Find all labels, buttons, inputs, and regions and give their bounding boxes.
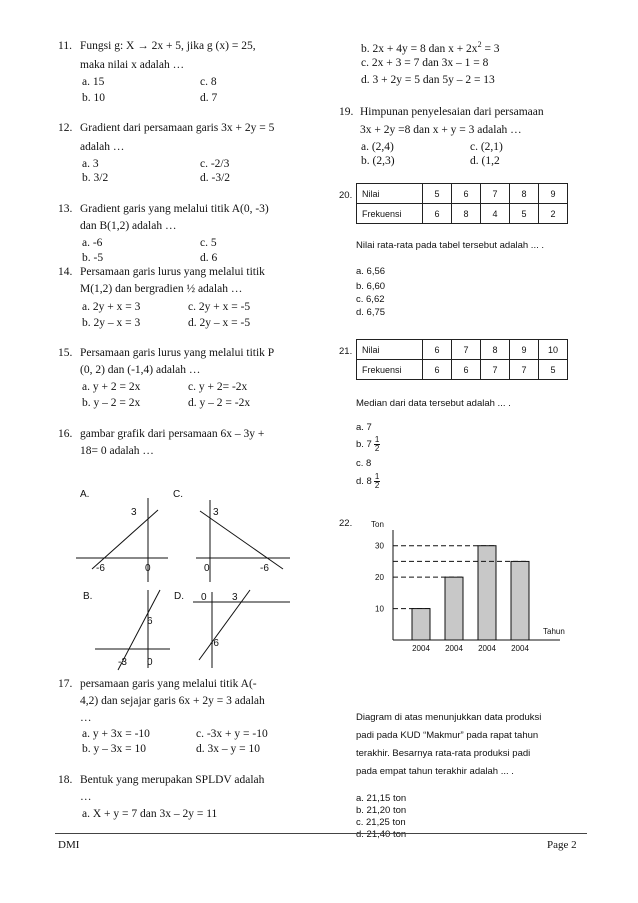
q11-option-a: a. 15 xyxy=(82,76,105,88)
q21-number: 21. xyxy=(339,346,353,357)
table-cell: 6 xyxy=(423,204,452,224)
table-cell: 7 xyxy=(452,340,481,360)
graph-b-tick-y: 6 xyxy=(147,616,153,627)
table-cell: 2 xyxy=(539,204,568,224)
q13-stem-line2: dan B(1,2) adalah … xyxy=(80,220,177,232)
q21-option-b-whole: b. 7 xyxy=(356,439,372,451)
q17-stem-line2: 4,2) dan sejajar garis 6x + 2y = 3 adalah xyxy=(80,695,265,707)
graph-b-tick-origin: 0 xyxy=(147,657,153,668)
chart-x-tick-label: 2004 xyxy=(511,644,529,653)
q15-option-d: d. y – 2 = -2x xyxy=(188,397,251,409)
graph-a-label: A. xyxy=(80,489,90,500)
q21-option-c: c. 8 xyxy=(356,458,372,469)
graph-d-label: D. xyxy=(174,591,184,602)
q16-stem-line1: gambar grafik dari persamaan 6x – 3y + xyxy=(80,428,265,440)
q19-option-d: d. (1,2 xyxy=(470,155,500,167)
q14-stem-line1: Persamaan garis lurus yang melalui titik xyxy=(80,266,265,278)
q22-stem-line4: pada empat tahun terakhir adalah ... . xyxy=(356,766,514,777)
graph-a-tick-origin: 0 xyxy=(145,563,151,574)
graph-d-tick-x: 3 xyxy=(232,592,238,603)
q20-option-b: b. 6,60 xyxy=(356,281,386,292)
q18-stem-line2: … xyxy=(80,791,92,803)
q14-number: 14. xyxy=(58,266,73,278)
q14-option-b: b. 2y – x = 3 xyxy=(82,317,141,329)
chart-y-axis-label: Ton xyxy=(371,520,384,529)
q21-option-a: a. 7 xyxy=(356,422,372,433)
q12-stem-line2: adalah … xyxy=(80,141,125,153)
table-cell: 5 xyxy=(510,204,539,224)
chart-x-tick-label: 2004 xyxy=(412,644,430,653)
q18-option-a: a. X + y = 7 dan 3x – 2y = 11 xyxy=(82,808,218,820)
chart-x-axis-label: Tahun xyxy=(543,627,565,636)
chart-bar xyxy=(445,577,463,640)
fraction-numerator: 1 xyxy=(374,435,380,444)
q15-number: 15. xyxy=(58,347,73,359)
q22-number: 22. xyxy=(339,518,353,529)
q21-option-d-whole: d. 8 xyxy=(356,476,372,488)
chart-bar xyxy=(412,609,430,640)
q11-option-c: c. 8 xyxy=(200,76,217,88)
q22-option-d: d. 21,40 ton xyxy=(356,829,407,840)
graph-d-tick-origin: 0 xyxy=(201,592,207,603)
table-cell: 9 xyxy=(539,184,568,204)
q20-number: 20. xyxy=(339,190,353,201)
q19-option-c: c. (2,1) xyxy=(470,141,503,153)
q19-stem-line1: Himpunan penyelesaian dari persamaan xyxy=(360,106,544,118)
chart-bar xyxy=(478,546,496,640)
footer-page-number: Page 2 xyxy=(547,839,577,851)
q18-stem-line1: Bentuk yang merupakan SPLDV adalah xyxy=(80,774,265,786)
q15-option-c: c. y + 2= -2x xyxy=(188,381,248,393)
q19-stem-line2: 3x + 2y =8 dan x + y = 3 adalah … xyxy=(360,124,522,136)
graph-c-label: C. xyxy=(173,489,183,500)
q20-option-c: c. 6,62 xyxy=(356,294,385,305)
q13-option-b: b. -5 xyxy=(82,252,104,264)
q17-stem-line1: persamaan garis yang melalui titik A(- xyxy=(80,678,257,690)
table-cell: Nilai xyxy=(357,184,423,204)
table-cell: 10 xyxy=(539,340,568,360)
graph-d-tick-y-neg: -6 xyxy=(210,638,219,649)
q12-option-b: b. 3/2 xyxy=(82,172,109,184)
q17-option-c: c. -3x + y = -10 xyxy=(196,728,268,740)
table-cell: Frekuensi xyxy=(357,204,423,224)
q14-stem-line2: M(1,2) dan bergradien ½ adalah … xyxy=(80,283,243,295)
q19-option-b: b. (2,3) xyxy=(361,155,395,167)
q15-option-a: a. y + 2 = 2x xyxy=(82,381,141,393)
table-cell: Frekuensi xyxy=(357,360,423,380)
q12-option-d: d. -3/2 xyxy=(200,172,231,184)
q18-option-c: c. 2x + 3 = 7 dan 3x – 1 = 8 xyxy=(361,57,489,69)
q17-option-a: a. y + 3x = -10 xyxy=(82,728,150,740)
q14-option-d: d. 2y – x = -5 xyxy=(188,317,251,329)
q13-option-c: c. 5 xyxy=(200,237,217,249)
chart-x-tick-label: 2004 xyxy=(478,644,496,653)
table-cell: 6 xyxy=(423,360,452,380)
q17-option-b: b. y – 3x = 10 xyxy=(82,743,146,755)
q15-stem-line2: (0, 2) dan (-1,4) adalah … xyxy=(80,364,201,376)
q18-option-b-sup: 2 xyxy=(477,40,482,49)
q13-option-d: d. 6 xyxy=(200,252,218,264)
q18-option-d: d. 3 + 2y = 5 dan 5y – 2 = 13 xyxy=(361,74,495,86)
footer-left: DMI xyxy=(58,839,80,851)
q16-number: 16. xyxy=(58,428,73,440)
q11-number: 11. xyxy=(58,40,72,52)
table-cell: 6 xyxy=(423,340,452,360)
q18-option-b-post: = 3 xyxy=(481,42,500,55)
q11-stem-line2: maka nilai x adalah … xyxy=(80,59,185,71)
graph-c-tick-x-neg: -6 xyxy=(260,563,269,574)
fraction-denominator: 2 xyxy=(374,481,380,490)
q11-stem-line1: Fungsi g: X → 2x + 5, jika g (x) = 25, xyxy=(80,40,256,52)
table-cell: 5 xyxy=(423,184,452,204)
q22-stem-line3: terakhir. Besarnya rata-rata produksi padi xyxy=(356,748,531,759)
chart-y-tick-label: 30 xyxy=(375,541,384,551)
table-cell: 7 xyxy=(481,360,510,380)
q11-option-b: b. 10 xyxy=(82,92,105,104)
q15-stem-line1: Persamaan garis lurus yang melalui titik P xyxy=(80,347,275,359)
table-cell: 4 xyxy=(481,204,510,224)
table-cell: 6 xyxy=(452,184,481,204)
q13-stem-line1: Gradient garis yang melalui titik A(0, -3) xyxy=(80,203,269,215)
q20-option-a: a. 6,56 xyxy=(356,266,386,277)
table-cell: 7 xyxy=(510,360,539,380)
footer-divider xyxy=(55,833,587,834)
table-cell: 5 xyxy=(539,360,568,380)
q16-stem-line2: 18= 0 adalah … xyxy=(80,445,154,457)
q12-number: 12. xyxy=(58,122,73,134)
q13-option-a: a. -6 xyxy=(82,237,103,249)
graph-a-tick-y: 3 xyxy=(131,507,137,518)
graph-c-tick-y: 3 xyxy=(213,507,219,518)
q18-option-b-pre: b. 2x + 4y = 8 dan x + 2x xyxy=(361,42,478,55)
table-cell: Nilai xyxy=(357,340,423,360)
chart-bar xyxy=(511,561,529,640)
q12-option-a: a. 3 xyxy=(82,158,99,170)
q22-option-b: b. 21,20 ton xyxy=(356,805,407,816)
q22-option-a: a. 21,15 ton xyxy=(356,793,407,804)
chart-x-tick-label: 2004 xyxy=(445,644,463,653)
fraction-denominator: 2 xyxy=(374,444,380,453)
q14-option-a: a. 2y + x = 3 xyxy=(82,301,141,313)
graph-c-tick-origin: 0 xyxy=(204,563,210,574)
q11-option-d: d. 7 xyxy=(200,92,218,104)
q14-option-c: c. 2y + x = -5 xyxy=(188,301,251,313)
q13-number: 13. xyxy=(58,203,73,215)
q15-option-b: b. y – 2 = 2x xyxy=(82,397,141,409)
graph-b-tick-x-neg: -3 xyxy=(118,657,127,668)
fraction-numerator: 1 xyxy=(374,472,380,481)
table-cell: 7 xyxy=(481,184,510,204)
q21-stem: Median dari data tersebut adalah ... . xyxy=(356,398,511,409)
table-cell: 8 xyxy=(510,184,539,204)
q17-option-d: d. 3x – y = 10 xyxy=(196,743,260,755)
q20-stem: Nilai rata-rata pada tabel tersebut adalah ... . xyxy=(356,240,545,251)
q19-option-a: a. (2,4) xyxy=(361,141,394,153)
graph-b-label: B. xyxy=(83,591,93,602)
chart-y-tick-label: 20 xyxy=(375,573,384,583)
q12-option-c: c. -2/3 xyxy=(200,158,230,170)
q19-number: 19. xyxy=(339,106,354,118)
q18-number: 18. xyxy=(58,774,73,786)
q12-stem-line1: Gradient dari persamaan garis 3x + 2y = 5 xyxy=(80,122,275,134)
table-cell: 6 xyxy=(452,360,481,380)
q22-stem-line2: padi pada KUD “Makmur” pada rapat tahun xyxy=(356,730,539,741)
table-cell: 8 xyxy=(481,340,510,360)
q22-stem-line1: Diagram di atas menunjukkan data produksi xyxy=(356,712,542,723)
chart-y-tick-label: 10 xyxy=(375,604,384,614)
table-cell: 9 xyxy=(510,340,539,360)
q22-option-c: c. 21,25 ton xyxy=(356,817,406,828)
q17-stem-line3: … xyxy=(80,712,92,724)
q17-number: 17. xyxy=(58,678,73,690)
table-cell: 8 xyxy=(452,204,481,224)
graph-a-tick-x-neg: -6 xyxy=(96,563,105,574)
q20-option-d: d. 6,75 xyxy=(356,307,386,318)
